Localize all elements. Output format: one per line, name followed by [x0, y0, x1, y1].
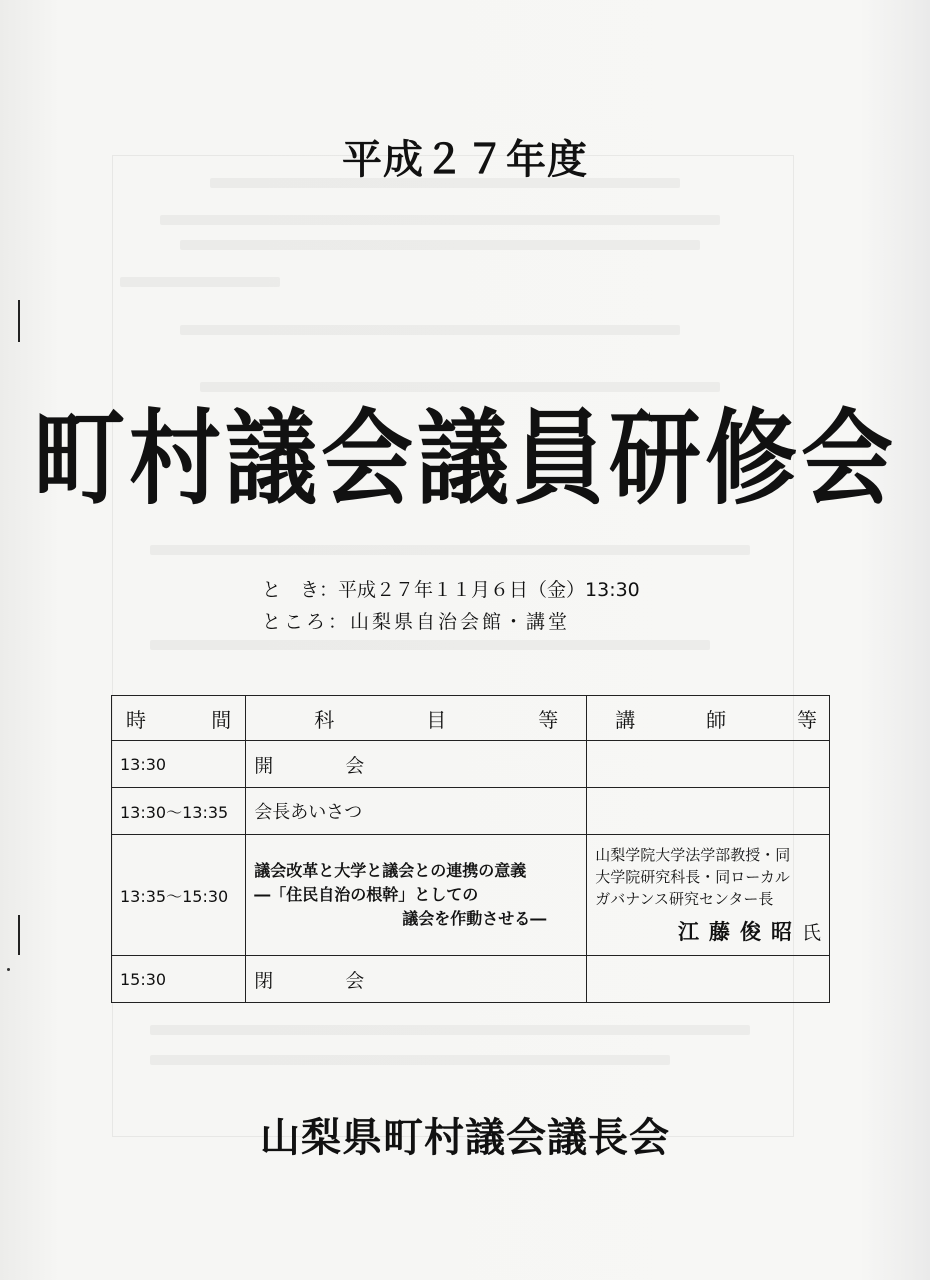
- table-row: [112, 788, 830, 835]
- bleed-through-line: [180, 240, 700, 250]
- header-time: 時 間: [112, 696, 246, 741]
- table-row: [112, 835, 830, 956]
- lecture-subtitle-line: ―「住民自治の根幹」としての: [254, 885, 479, 904]
- table-header-row: [112, 696, 830, 741]
- fiscal-year-heading: 平成２７年度: [342, 137, 588, 183]
- scan-speck: [7, 968, 10, 971]
- row-time: 13:30: [112, 741, 246, 788]
- row-time: 13:30〜13:35: [112, 788, 246, 835]
- header-subject: 科 目 等: [246, 696, 587, 741]
- schedule-table: [111, 695, 830, 1003]
- punch-hole-mark: [18, 300, 20, 342]
- speaker-affiliation-line: ガバナンス研究センター長: [595, 890, 774, 908]
- row-subject: 会長あいさつ: [246, 788, 587, 835]
- row-subject: [246, 835, 587, 956]
- table-row: [112, 741, 830, 788]
- bleed-through-line: [150, 1055, 670, 1065]
- lecture-subtitle-line: 議会を作動させる―: [402, 909, 547, 928]
- row-speaker: [587, 741, 830, 788]
- organizer-name: 山梨県町村議会議長会: [260, 1115, 670, 1161]
- venue-value: 山梨県自治会館・講堂: [350, 611, 571, 633]
- bleed-through-line: [200, 382, 720, 392]
- date-label: と き：: [262, 579, 339, 601]
- row-subject: 閉会: [246, 956, 587, 1003]
- row-time: 15:30: [112, 956, 246, 1003]
- row-speaker: [587, 956, 830, 1003]
- event-date: [262, 575, 640, 602]
- speaker-affiliation-line: 大学院研究科長・同ローカル: [595, 868, 790, 886]
- speaker-affiliation-line: 山梨学院大学法学部教授・同: [595, 846, 791, 864]
- punch-hole-mark: [18, 915, 20, 955]
- speaker-name: 江藤俊昭氏: [677, 920, 821, 944]
- page-title: 町村議会議員研修会: [32, 399, 897, 519]
- bleed-through-line: [150, 640, 710, 650]
- row-subject: 開会: [246, 741, 587, 788]
- header-speaker: 講 師 等: [587, 696, 830, 741]
- row-speaker: [587, 788, 830, 835]
- table-row: [112, 956, 830, 1003]
- row-time: 13:35〜15:30: [112, 835, 246, 956]
- speaker-honorific: 氏: [801, 922, 821, 944]
- event-venue: [262, 607, 570, 634]
- venue-label: ところ：: [262, 611, 351, 633]
- lecture-title-line: 議会改革と大学と議会との連携の意義: [254, 861, 527, 880]
- bleed-through-line: [150, 1025, 750, 1035]
- bleed-through-line: [150, 545, 750, 555]
- row-speaker: [587, 835, 830, 956]
- bleed-through-line: [160, 215, 720, 225]
- bleed-through-line: [180, 325, 680, 335]
- date-value: 平成２７年１１月６日（金）13:30: [338, 579, 640, 601]
- bleed-through-line: [120, 277, 280, 287]
